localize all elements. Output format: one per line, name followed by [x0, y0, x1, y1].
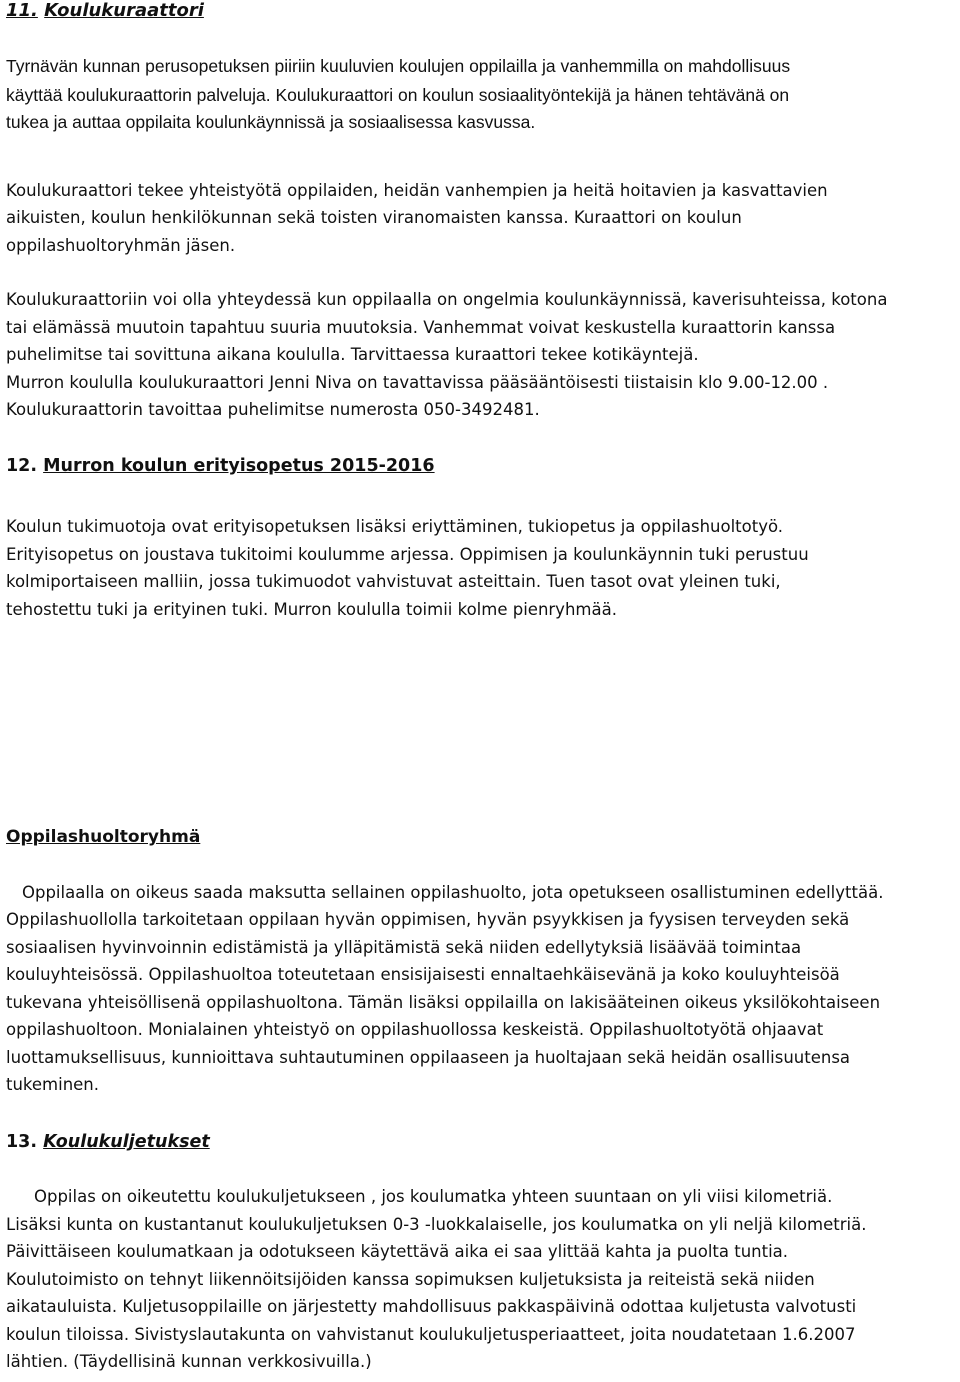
s11-p2-line-3: oppilashuoltoryhmän jäsen.	[6, 236, 236, 255]
oh-p1-line-7: luottamuksellisuus, kunnioittava suhtautuminen oppilaaseen ja huoltajaan sekä heidän osallisuutensa	[6, 1048, 851, 1067]
s11-p1-line-1: Tyrnävän kunnan perusopetuksen piiriin kuuluvien koulujen oppilailla ja vanhemmilla on mahdollisuus	[6, 56, 791, 76]
s13-p1-line-7: lähtien. (Täydellisinä kunnan verkkosivuilla.)	[6, 1352, 372, 1371]
s11-p1-line-3: tukea ja auttaa oppilaita koulunkäynnissä ja sosiaalisessa kasvussa.	[6, 112, 536, 132]
s13-p1-line-2: Lisäksi kunta on kustantanut koulukuljetuksen 0-3 -luokkalaiselle, jos koulumatka on yli neljä kilometriä.	[6, 1215, 867, 1234]
s13-p1-line-5: aikatauluista. Kuljetusoppilaille on järjestetty mahdollisuus pakkaspäivinä odottaa kuljetusta valvotusti	[6, 1297, 857, 1316]
oh-p1-line-3: sosiaalisen hyvinvoinnin edistämistä ja ylläpitämistä sekä niiden edellytyksiä lisäävää toimintaa	[6, 938, 802, 957]
s13-p1-line-1: Oppilas on oikeutettu koulukuljetukseen , jos koulumatka yhteen suuntaan on yli viisi kilometriä.	[34, 1187, 833, 1206]
section-12-number: 12.	[6, 456, 38, 476]
section-13-title: Koulukuljetukset	[43, 1132, 210, 1152]
s11-p2-line-1: Koulukuraattori tekee yhteistyötä oppilaiden, heidän vanhempien ja heitä hoitavien ja kasvattavien	[6, 181, 828, 200]
oppilashuolto-heading: Oppilashuoltoryhmä	[6, 827, 201, 847]
section-11-number: 11.	[6, 0, 38, 21]
section-11-heading	[6, 0, 204, 21]
oh-p1-line-2: Oppilashuollolla tarkoitetaan oppilaan hyvän oppimisen, hyvän psyykkisen ja fyysisen terveyden sekä	[6, 910, 850, 929]
section-12-title: Murron koulun erityisopetus 2015-2016	[43, 456, 435, 476]
s11-p3-line-1: Koulukuraattoriin voi olla yhteydessä kun oppilaalla on ongelmia koulunkäynnissä, kaverisuhteissa, kotona	[6, 290, 888, 309]
oh-p1-line-8: tukeminen.	[6, 1075, 100, 1094]
section-11-title: Koulukuraattori	[44, 0, 204, 21]
section-13-number: 13.	[6, 1132, 38, 1152]
s11-p1-line-2: käyttää koulukuraattorin palveluja. Koulukuraattori on koulun sosiaalityöntekijä ja hänen tehtävänä on	[6, 85, 790, 105]
section-12-heading	[6, 456, 435, 476]
s13-p1-line-6: koulun tiloissa. Sivistyslautakunta on vahvistanut koulukuljetusperiaatteet, joita noudatetaan 1.6.2007	[6, 1325, 856, 1344]
oh-p1-line-6: oppilashuoltoon. Monialainen yhteistyö on oppilashuollossa keskeistä. Oppilashuoltotyötä ohjaavat	[6, 1020, 824, 1039]
oh-p1-line-5: tukevana yhteisöllisenä oppilashuoltona. Tämän lisäksi oppilailla on lakisääteinen oikeus yksilökohtaiseen	[6, 993, 881, 1012]
s11-p3-line-2: tai elämässä muutoin tapahtuu suuria muutoksia. Vanhemmat voivat keskustella kuraattorin kanssa	[6, 318, 836, 337]
s11-p3-line-5: Koulukuraattorin tavoittaa puhelimitse numerosta 050-3492481.	[6, 400, 540, 419]
s12-p1-line-4: tehostettu tuki ja erityinen tuki. Murron koululla toimii kolme pienryhmää.	[6, 600, 617, 619]
s13-p1-line-4: Koulutoimisto on tehnyt liikennöitsijöiden kanssa sopimuksen kuljetuksista ja reiteistä sekä niiden	[6, 1270, 815, 1289]
s12-p1-line-3: kolmiportaiseen malliin, jossa tukimuodot vahvistuvat asteittain. Tuen tasot ovat yleinen tuki,	[6, 572, 781, 591]
s13-p1-line-3: Päivittäiseen koulumatkaan ja odotukseen käytettävä aika ei saa ylittää kahta ja puolta tuntia.	[6, 1242, 789, 1261]
s12-p1-line-2: Erityisopetus on joustava tukitoimi koulumme arjessa. Oppimisen ja koulunkäynnin tuki perustuu	[6, 545, 809, 564]
s11-p3-line-4: Murron koululla koulukuraattori Jenni Niva on tavattavissa pääsääntöisesti tiistaisin klo 9.00-12.00 .	[6, 373, 829, 392]
oh-p1-line-1: Oppilaalla on oikeus saada maksutta sellainen oppilashuolto, jota opetukseen osallistuminen edellyttää.	[22, 883, 884, 902]
s12-p1-line-1: Koulun tukimuotoja ovat erityisopetuksen lisäksi eriyttäminen, tukiopetus ja oppilashuoltotyö.	[6, 517, 784, 536]
s11-p2-line-2: aikuisten, koulun henkilökunnan sekä toisten viranomaisten kanssa. Kuraattori on koulun	[6, 208, 742, 227]
section-13-heading	[6, 1132, 210, 1152]
oh-p1-line-4: kouluyhteisössä. Oppilashuoltoa toteutetaan ensisijaisesti ennaltaehkäisevänä ja koko kouluyhteisöä	[6, 965, 840, 984]
s11-p3-line-3: puhelimitse tai sovittuna aikana koululla. Tarvittaessa kuraattori tekee kotikäyntejä.	[6, 345, 699, 364]
